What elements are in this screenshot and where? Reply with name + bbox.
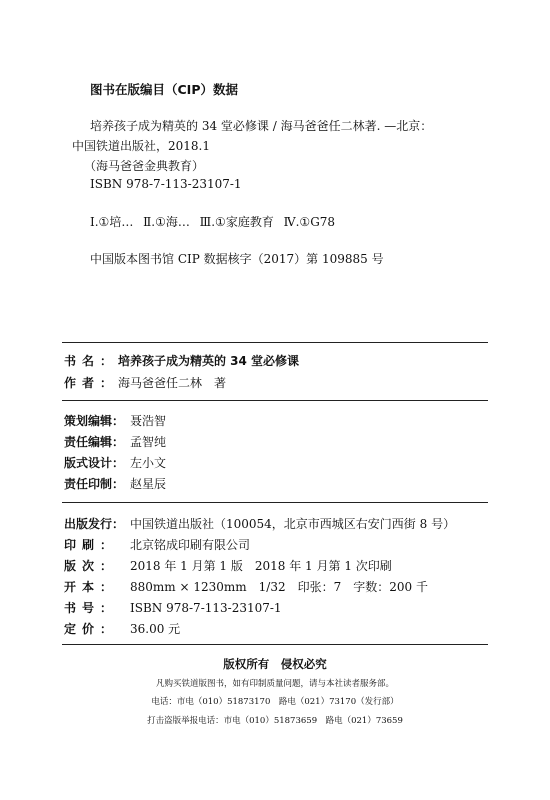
contact-phone: 电话：市电（010）51873170 路电（021）73170（发行部） (151, 697, 399, 707)
divider-rights (62, 644, 488, 645)
editor-role-label: 策划编辑： (64, 414, 125, 428)
publisher-label: 出版发行： (64, 517, 125, 531)
printer-value: 北京铭成印刷有限公司 (130, 538, 251, 552)
cip-record-series: （海马爸爸金典教育） (84, 159, 205, 173)
divider-editors (62, 400, 488, 401)
book-title-value: 培养孩子成为精英的 34 堂必修课 (118, 354, 300, 368)
editor-name: 聂浩智 (130, 414, 167, 428)
rights-notice-title: 版权所有 侵权必究 (223, 657, 327, 671)
isbn-row (64, 599, 282, 616)
edition-value: 2018 年 1 月第 1 版 2018 年 1 月第 1 次印刷 (130, 559, 392, 573)
editor-role-label: 责任编辑： (64, 435, 125, 449)
isbn-label: 书号： (64, 601, 112, 615)
cip-record-isbn: ISBN 978-7-113-23107-1 (90, 177, 242, 191)
anti-piracy-phone: 打击盗版举报电话：市电（010）51873659 路电（021）73659 (147, 716, 403, 726)
book-title-label: 书名： (64, 354, 112, 368)
divider-publishing (62, 502, 488, 503)
publisher-row (64, 515, 455, 532)
editor-role-label: 版式设计： (64, 456, 125, 470)
book-author-value: 海马爸爸任二林 著 (118, 376, 227, 390)
isbn-value: ISBN 978-7-113-23107-1 (130, 601, 282, 615)
cip-record-line-1: 培养孩子成为精英的 34 堂必修课 / 海马爸爸任二林著. —北京： (90, 119, 433, 133)
format-value: 880mm × 1230mm 1/32 印张：7 字数：200 千 (130, 580, 428, 594)
editor-name: 孟智纯 (130, 435, 167, 449)
divider-top (62, 342, 488, 343)
book-author-row (64, 374, 226, 391)
price-label: 定价： (64, 622, 112, 636)
printer-row (64, 536, 250, 553)
cip-record-line-2: 中国铁道出版社，2018.1 (72, 139, 210, 153)
editor-role-label: 责任印制： (64, 477, 125, 491)
cip-classification: Ⅰ.①培… Ⅱ.①海… Ⅲ.①家庭教育 Ⅳ.①G78 (90, 215, 336, 229)
editor-row (64, 412, 166, 429)
cip-heading: 图书在版编目（CIP）数据 (90, 82, 238, 97)
format-row (64, 578, 428, 595)
edition-row (64, 557, 392, 574)
cip-data-number: 中国版本图书馆 CIP 数据核字（2017）第 109885 号 (90, 252, 384, 266)
printer-label: 印刷： (64, 538, 112, 552)
editor-name: 赵星辰 (130, 477, 167, 491)
price-value: 36.00 元 (130, 622, 181, 636)
editor-row (64, 454, 166, 471)
quality-notice: 凡购买铁道版图书，如有印制质量问题，请与本社读者服务部。 (155, 679, 394, 689)
book-title-row (64, 352, 299, 369)
price-row (64, 620, 180, 637)
format-label: 开本： (64, 580, 112, 594)
publisher-value: 中国铁道出版社（100054，北京市西城区右安门西街 8 号） (130, 517, 456, 531)
editor-row (64, 433, 166, 450)
editor-name: 左小文 (130, 456, 167, 470)
edition-label: 版次： (64, 559, 112, 573)
book-author-label: 作者： (64, 376, 112, 390)
editor-row (64, 475, 166, 492)
